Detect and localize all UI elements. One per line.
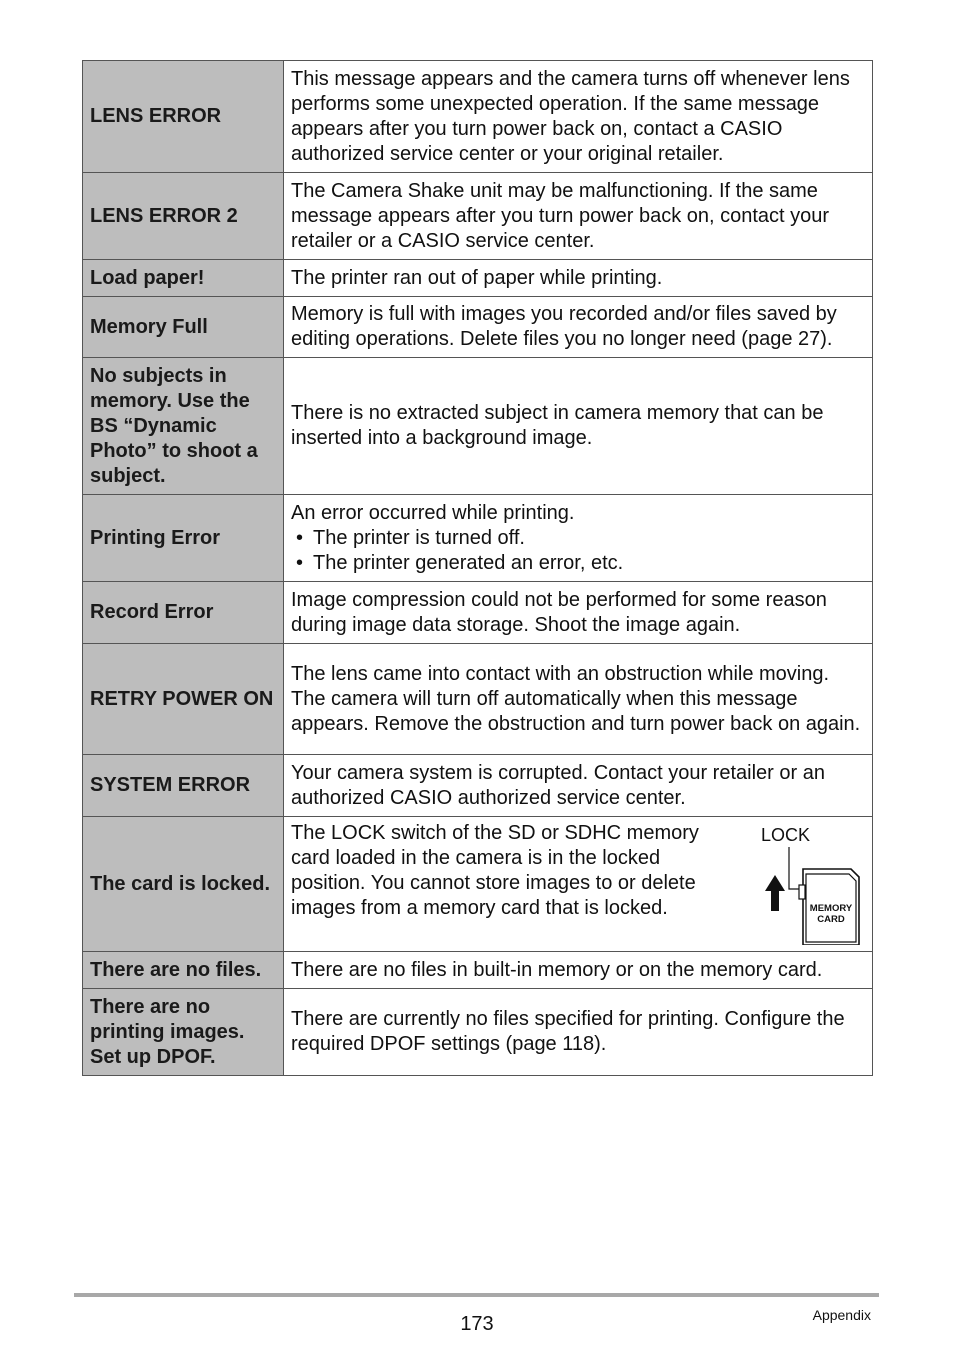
table-row (83, 952, 873, 989)
table-row (83, 582, 873, 644)
message-label: Printing Error (83, 495, 284, 582)
table-row (83, 260, 873, 297)
section-label: Appendix (812, 1307, 871, 1323)
message-description: There are no files in built-in memory or on the memory card. (284, 952, 873, 989)
table-row (83, 644, 873, 755)
table-row (83, 173, 873, 260)
bullet-list (291, 526, 865, 576)
description-lead: An error occurred while printing. (291, 501, 575, 524)
table-row (83, 495, 873, 582)
message-description: There are currently no files specified for printing. Configure the required DPOF settings (page 118). (284, 989, 873, 1076)
lock-caption: LOCK (761, 825, 811, 845)
message-description: The lens came into contact with an obstruction while moving. The camera will turn off automatically when this message appears. Remove the obstruction and turn power back on again. (284, 644, 873, 755)
message-description: This message appears and the camera turns off whenever lens performs some unexpected operation. If the same message appears after you turn power back on, contact a CASIO authorized service center or your original retailer. (284, 61, 873, 173)
card-label-line-2: CARD (817, 914, 845, 925)
message-description (284, 817, 873, 952)
memory-card-lock-figure (755, 817, 865, 945)
message-description: Memory is full with images you recorded and/or files saved by editing operations. Delete files you no longer need (page 27). (284, 297, 873, 358)
lock-description-text: The LOCK switch of the SD or SDHC memory card loaded in the camera is in the locked position. You cannot store images to or delete images from a memory card that is locked. (291, 822, 699, 919)
message-description: The Camera Shake unit may be malfunctioning. If the same message appears after you turn power back on, contact your retailer or a CASIO service center. (284, 173, 873, 260)
list-item: • The printer generated an error, etc. (291, 551, 865, 576)
message-label: LENS ERROR 2 (83, 173, 284, 260)
message-label: Record Error (83, 582, 284, 644)
message-label: Memory Full (83, 297, 284, 358)
message-description: Your camera system is corrupted. Contact your retailer or an authorized CASIO authorized service center. (284, 755, 873, 817)
table-row (83, 61, 873, 173)
message-description: Image compression could not be performed for some reason during image data storage. Shoot the image again. (284, 582, 873, 644)
message-label: LENS ERROR (83, 61, 284, 173)
table-row (83, 755, 873, 817)
message-label: The card is locked. (83, 817, 284, 952)
table-row (83, 297, 873, 358)
message-label: No subjects in memory. Use the BS “Dynamic Photo” to shoot a subject. (83, 358, 284, 495)
message-label: There are no printing images. Set up DPOF. (83, 989, 284, 1076)
lock-description-wrap (291, 821, 865, 925)
table-row (83, 358, 873, 495)
error-message-table (82, 60, 873, 1076)
message-description: The printer ran out of paper while printing. (284, 260, 873, 297)
table-row (83, 989, 873, 1076)
card-label-line-1: MEMORY (809, 903, 853, 914)
message-label: SYSTEM ERROR (83, 755, 284, 817)
footer-divider (74, 1293, 879, 1297)
message-label: Load paper! (83, 260, 284, 297)
list-item: • The printer is turned off. (291, 526, 865, 551)
table-row (83, 817, 873, 952)
message-label: There are no files. (83, 952, 284, 989)
message-description (284, 495, 873, 582)
message-label: RETRY POWER ON (83, 644, 284, 755)
message-description: There is no extracted subject in camera memory that can be inserted into a background image. (284, 358, 873, 495)
page-number: 173 (460, 1313, 494, 1335)
